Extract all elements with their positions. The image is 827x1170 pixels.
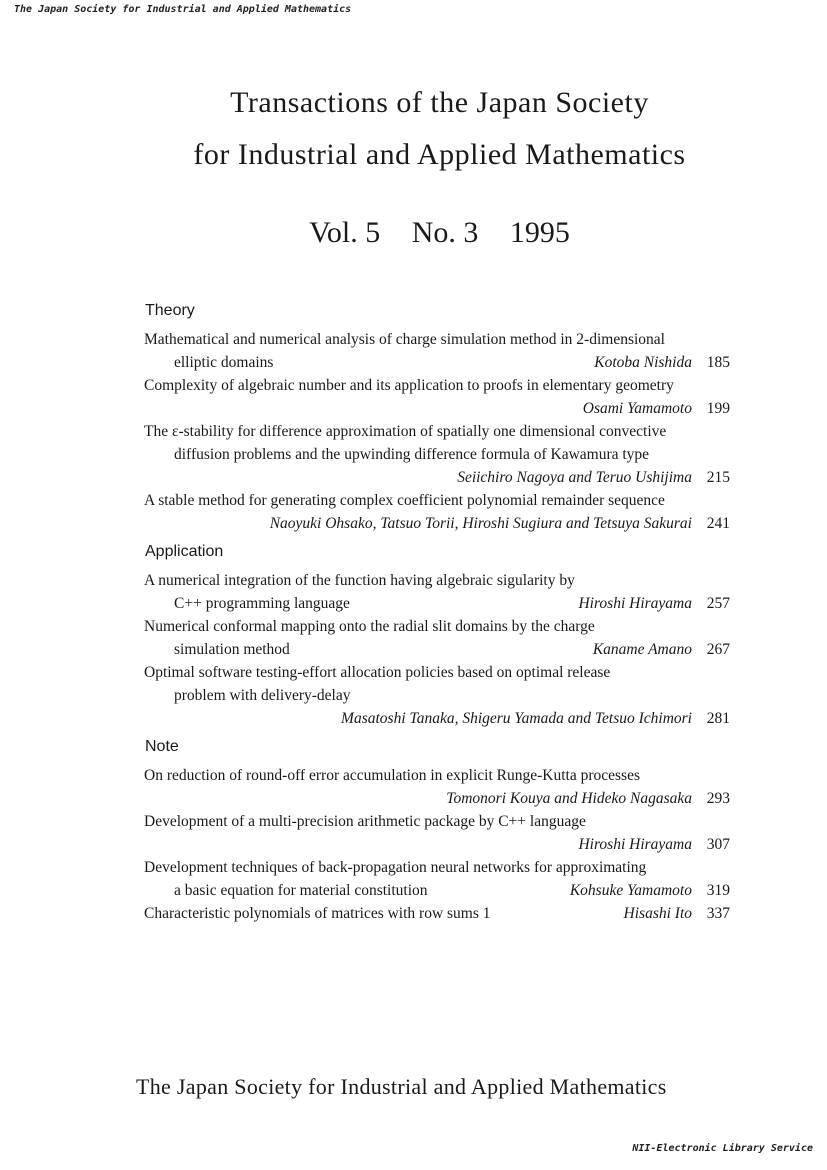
entry-page: 337 [706,905,730,922]
toc-entry [144,615,730,661]
toc-entry [144,810,730,856]
entry-authors: Kaname Amano [592,641,692,658]
entry-page: 307 [706,836,730,853]
entry-authors: Naoyuki Ohsako, Tatsuo Torii, Hiroshi Sugiura and Tetsuya Sakurai [269,515,692,532]
entry-title: Optimal software testing-effort allocation policies based on optimal release [144,664,611,681]
toc-entry [144,764,730,810]
toc-entry [144,569,730,615]
entry-authors: Hisashi Ito [623,905,692,922]
section-heading-note: Note [145,738,179,755]
toc-entry [144,420,730,489]
entry-authors: Masatoshi Tanaka, Shigeru Yamada and Tetsuo Ichimori [341,710,692,727]
entry-title: Complexity of algebraic number and its application to proofs in elementary geometry [144,377,674,394]
entry-authors: Kohsuke Yamamoto [569,882,692,899]
entry-title: On reduction of round-off error accumulation in explicit Runge-Kutta processes [144,767,640,784]
entry-page: 281 [706,710,730,727]
toc-entry [144,661,730,730]
entry-authors: Osami Yamamoto [582,400,692,417]
entry-page: 185 [706,354,730,371]
entry-title: Development of a multi-precision arithmetic package by C++ language [144,813,586,830]
toc-entry [144,902,730,925]
entry-title: A stable method for generating complex coefficient polynomial remainder sequence [144,492,665,509]
entry-authors: Hiroshi Hirayama [578,836,692,853]
footer-banner: NII-Electronic Library Service [632,1143,813,1154]
entry-page: 241 [706,515,730,532]
entry-page: 293 [706,790,730,807]
table-of-contents [144,300,730,925]
section-heading-application: Application [145,543,224,560]
entry-authors: Tomonori Kouya and Hideko Nagasaka [446,790,692,807]
entry-title-continued: a basic equation for material constitution [174,882,428,899]
toc-entry [144,374,730,420]
toc-entry [144,856,730,902]
entry-page: 199 [706,400,730,417]
publisher-name: The Japan Society for Industrial and Applied Mathematics [136,1074,667,1099]
entry-title: Mathematical and numerical analysis of charge simulation method in 2-dimensional [144,331,665,348]
entry-title: The ε-stability for difference approximation of spatially one dimensional convective [144,423,667,440]
issue-year: 1995 [509,216,570,249]
section-heading-theory: Theory [145,302,195,319]
entry-title-continued: elliptic domains [174,354,274,371]
entry-title-continued: C++ programming language [174,595,350,612]
entry-authors: Seiichiro Nagoya and Teruo Ushijima [457,469,692,486]
entry-authors: Hiroshi Hirayama [578,595,692,612]
journal-title-line1: Transactions of the Japan Society [230,86,649,119]
header-banner: The Japan Society for Industrial and Applied Mathematics [14,4,352,15]
entry-authors: Kotoba Nishida [594,354,692,371]
toc-entry [144,328,730,374]
issue-number: No. 3 [411,216,479,249]
entry-page: 215 [706,469,730,486]
entry-title-continued: simulation method [174,641,290,658]
journal-title-line2: for Industrial and Applied Mathematics [193,138,686,171]
entry-title: Numerical conformal mapping onto the radial slit domains by the charge [144,618,595,635]
entry-title-continued: diffusion problems and the upwinding difference formula of Kawamura type [174,446,650,463]
entry-title: Development techniques of back-propagation neural networks for approximating [144,859,647,876]
entry-title: A numerical integration of the function having algebraic sigularity by [144,572,575,589]
entry-title-continued: problem with delivery-delay [174,687,351,704]
issue-info [26,216,827,250]
toc-entry [144,489,730,535]
entry-page: 257 [706,595,730,612]
entry-page: 319 [706,882,730,899]
entry-title: Characteristic polynomials of matrices with row sums 1 [144,905,491,922]
entry-page: 267 [706,641,730,658]
volume-number: Vol. 5 [309,216,381,249]
